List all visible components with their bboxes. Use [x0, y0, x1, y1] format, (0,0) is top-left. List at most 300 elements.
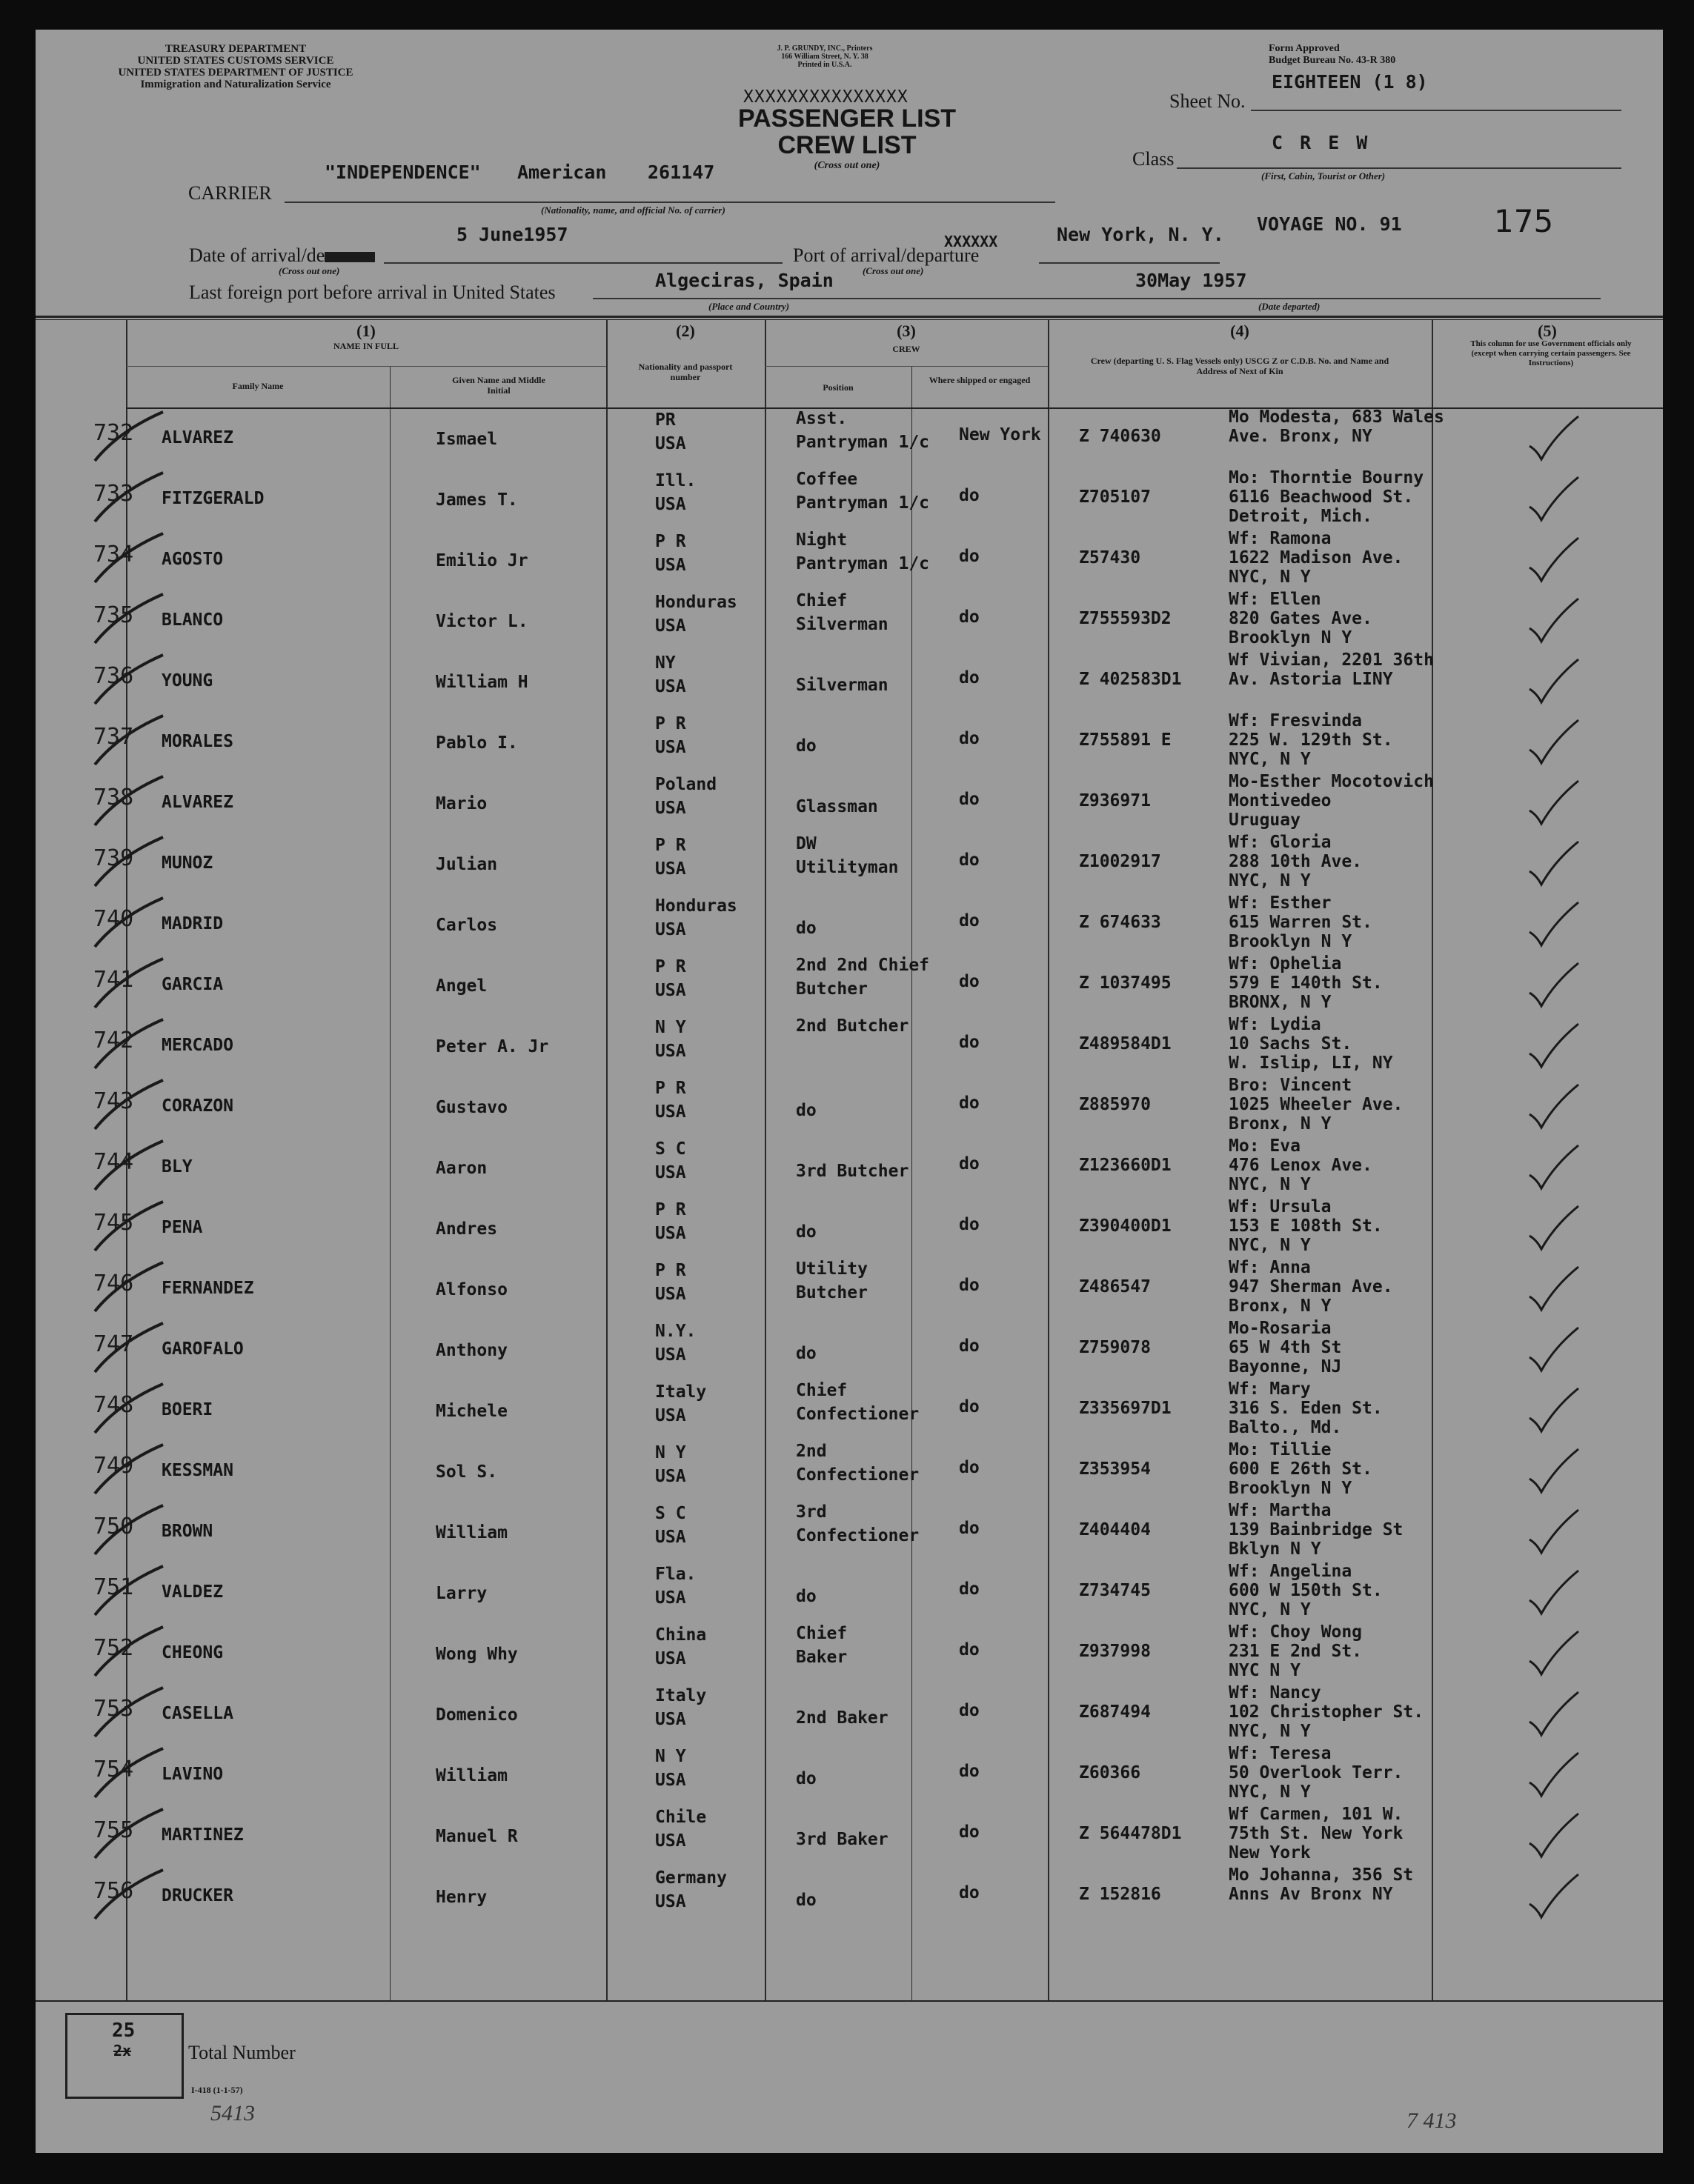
- position-line-1: Asst.: [796, 409, 848, 428]
- row-number: 742: [93, 1028, 134, 1053]
- checkmark-icon: [1525, 717, 1584, 769]
- position-line-2: Silverman: [796, 676, 888, 695]
- uscg-number: Z 674633: [1079, 913, 1161, 932]
- family-name: DRUCKER: [162, 1886, 233, 1905]
- nationality-line-1: P R: [655, 532, 686, 551]
- table-row: [36, 1563, 1663, 1624]
- uscg-number: Z936971: [1079, 791, 1151, 810]
- where-shipped: do: [959, 911, 980, 930]
- next-of-kin-line-1: Mo Modesta, 683 Wales: [1229, 407, 1444, 427]
- checkmark-icon: [1525, 413, 1584, 465]
- table-row: [36, 1077, 1663, 1138]
- place-note: (Place and Country): [708, 301, 790, 312]
- family-name: ALVAREZ: [162, 428, 233, 447]
- position-line-2: Butcher: [796, 979, 868, 999]
- where-shipped: do: [959, 1640, 980, 1659]
- nationality-line-2: USA: [655, 1042, 686, 1061]
- passenger-list-title: PASSENGER LIST: [737, 104, 957, 133]
- family-name: GAROFALO: [162, 1339, 244, 1359]
- row-slash-mark: [89, 773, 170, 833]
- given-name: Victor L.: [436, 612, 528, 631]
- checkmark-icon: [1525, 1811, 1584, 1862]
- table-row: [36, 1806, 1663, 1867]
- nationality-line-1: China: [655, 1625, 707, 1645]
- next-of-kin-line-2: 600 E 26th St.: [1229, 1459, 1372, 1479]
- row-slash-mark: [89, 1199, 170, 1258]
- carrier-number: 261147: [648, 162, 715, 183]
- next-of-kin-line-3: BRONX, N Y: [1229, 993, 1332, 1012]
- row-number: 745: [93, 1210, 134, 1236]
- row-number: 755: [93, 1817, 134, 1843]
- next-of-kin-line-1: Mo Johanna, 356 St: [1229, 1865, 1414, 1885]
- nationality-line-2: USA: [655, 434, 686, 453]
- given-name: Julian: [436, 855, 498, 874]
- row-slash-mark: [89, 1502, 170, 1562]
- position-line-1: Utility: [796, 1259, 868, 1279]
- position-line-1: Chief: [796, 1381, 848, 1400]
- family-name: MUNOZ: [162, 853, 213, 873]
- column-1-title: NAME IN FULL: [333, 341, 399, 351]
- given-name: Anthony: [436, 1341, 508, 1360]
- column-family-name: Family Name: [232, 381, 284, 391]
- agency-line: Immigration and Naturalization Service: [140, 79, 331, 90]
- table-row: [36, 1138, 1663, 1199]
- uscg-number: Z 740630: [1079, 427, 1161, 446]
- row-number: 739: [93, 845, 134, 871]
- next-of-kin-line-2: 50 Overlook Terr.: [1229, 1763, 1404, 1782]
- nationality-line-2: USA: [655, 495, 686, 514]
- nationality-line-1: Poland: [655, 775, 717, 794]
- where-shipped: do: [959, 1822, 980, 1842]
- row-slash-mark: [89, 470, 170, 529]
- position-line-2: Glassman: [796, 797, 878, 816]
- next-of-kin-line-2: Montivedeo: [1229, 791, 1332, 810]
- agency-line: UNITED STATES DEPARTMENT OF JUSTICE: [118, 67, 353, 79]
- family-name: BLANCO: [162, 610, 224, 630]
- crew-list-title: CREW LIST: [777, 131, 917, 159]
- given-name: Domenico: [436, 1705, 518, 1725]
- row-slash-mark: [89, 530, 170, 590]
- nationality-line-2: USA: [655, 920, 686, 939]
- table-row: [36, 1745, 1663, 1806]
- position-line-2: do: [796, 736, 817, 756]
- uscg-number: Z705107: [1079, 487, 1151, 507]
- where-shipped: do: [959, 790, 980, 809]
- where-shipped: do: [959, 1701, 980, 1720]
- printer-line: Printed in U.S.A.: [797, 61, 852, 69]
- position-line-2: Silverman: [796, 615, 888, 634]
- where-shipped: do: [959, 1154, 980, 1173]
- uscg-number: Z755593D2: [1079, 609, 1172, 628]
- next-of-kin-line-2: 6116 Beachwood St.: [1229, 487, 1414, 507]
- given-name: Angel: [436, 976, 488, 996]
- table-row: [36, 834, 1663, 895]
- position-line-2: do: [796, 1344, 817, 1363]
- next-of-kin-line-1: Wf: Teresa: [1229, 1744, 1332, 1763]
- sheet-no-value: EIGHTEEN (1 8): [1272, 71, 1428, 93]
- class-note: (First, Cabin, Tourist or Other): [1261, 170, 1386, 182]
- row-slash-mark: [89, 1624, 170, 1683]
- next-of-kin-line-1: Mo-Rosaria: [1229, 1319, 1332, 1338]
- port-crossed-text: XXXXXX: [944, 233, 998, 250]
- next-of-kin-line-2: Ave. Bronx, NY: [1229, 427, 1372, 446]
- given-name: Peter A. Jr: [436, 1037, 549, 1056]
- row-number: 734: [93, 542, 134, 567]
- next-of-kin-line-1: Wf: Ramona: [1229, 529, 1332, 548]
- next-of-kin-line-1: Wf Vivian, 2201 36th: [1229, 650, 1434, 670]
- next-of-kin-line-2: 102 Christopher St.: [1229, 1702, 1424, 1722]
- carrier-note: (Nationality, name, and official No. of carrier): [541, 204, 725, 216]
- next-of-kin-line-3: NYC, N Y: [1229, 567, 1311, 587]
- nationality-line-1: N Y: [655, 1018, 686, 1037]
- column-given-name: Given Name and Middle Initial: [452, 375, 545, 396]
- nationality-line-2: USA: [655, 738, 686, 757]
- next-of-kin-line-3: NYC, N Y: [1229, 1782, 1311, 1802]
- row-number: 741: [93, 967, 134, 993]
- position-line-1: Chief: [796, 591, 848, 610]
- position-line-2: do: [796, 1222, 817, 1242]
- position-line-2: do: [796, 919, 817, 938]
- checkmark-icon: [1525, 1021, 1584, 1073]
- next-of-kin-line-2: 231 E 2nd St.: [1229, 1642, 1363, 1661]
- nationality-line-2: USA: [655, 1710, 686, 1729]
- position-line-2: Baker: [796, 1648, 848, 1667]
- where-shipped: do: [959, 1883, 980, 1902]
- total-number-label: Total Number: [188, 2042, 296, 2063]
- row-slash-mark: [89, 1442, 170, 1501]
- checkmark-icon: [1525, 656, 1584, 708]
- table-row: [36, 1867, 1663, 1928]
- next-of-kin-line-1: Bro: Vincent: [1229, 1076, 1352, 1095]
- column-4-number: (4): [1230, 322, 1249, 340]
- row-number: 746: [93, 1271, 134, 1296]
- departed-note: (Date departed): [1258, 301, 1321, 312]
- row-slash-mark: [89, 1806, 170, 1865]
- port-value: New York, N. Y.: [1057, 224, 1224, 245]
- nationality-line-2: USA: [655, 1528, 686, 1547]
- family-name: MORALES: [162, 732, 233, 751]
- table-row: [36, 895, 1663, 956]
- position-line-1: Night: [796, 530, 848, 550]
- checkmark-icon: [1525, 1142, 1584, 1194]
- uscg-number: Z404404: [1079, 1520, 1151, 1539]
- printer-line: J. P. GRUNDY, INC., Printers: [777, 44, 873, 53]
- row-number: 735: [93, 602, 134, 628]
- next-of-kin-line-2: 947 Sherman Ave.: [1229, 1277, 1393, 1296]
- next-of-kin-line-3: Bklyn N Y: [1229, 1539, 1321, 1559]
- row-number: 738: [93, 785, 134, 810]
- next-of-kin-line-1: Wf: Ursula: [1229, 1197, 1332, 1216]
- column-2-title: Nationality and passport number: [638, 362, 733, 382]
- given-name: Sol S.: [436, 1462, 498, 1482]
- next-of-kin-line-3: Bronx, N Y: [1229, 1114, 1332, 1133]
- next-of-kin-line-1: Mo: Eva: [1229, 1136, 1301, 1156]
- uscg-number: Z937998: [1079, 1642, 1151, 1661]
- checkmark-icon: [1525, 1568, 1584, 1619]
- row-slash-mark: [89, 1259, 170, 1319]
- next-of-kin-line-1: Wf: Choy Wong: [1229, 1622, 1363, 1642]
- next-of-kin-line-1: Wf: Nancy: [1229, 1683, 1321, 1702]
- row-slash-mark: [89, 1563, 170, 1622]
- nationality-line-2: USA: [655, 1649, 686, 1668]
- arrival-date-value: 5 June1957: [456, 224, 568, 245]
- agency-line: TREASURY DEPARTMENT: [165, 43, 307, 55]
- nationality-line-1: S C: [655, 1139, 686, 1159]
- table-row: [36, 1381, 1663, 1442]
- next-of-kin-line-2: 225 W. 129th St.: [1229, 730, 1393, 750]
- position-line-2: do: [796, 1101, 817, 1120]
- position-line-2: Pantryman 1/c: [796, 554, 930, 573]
- nationality-line-2: USA: [655, 1285, 686, 1304]
- uscg-number: Z 402583D1: [1079, 670, 1182, 689]
- nationality-line-2: USA: [655, 1102, 686, 1122]
- given-name: Michele: [436, 1402, 508, 1421]
- position-line-2: 3rd Baker: [796, 1830, 888, 1849]
- checkmark-icon: [1525, 596, 1584, 647]
- row-number: 754: [93, 1757, 134, 1782]
- next-of-kin-line-1: Wf: Angelina: [1229, 1562, 1352, 1581]
- row-number: 732: [93, 420, 134, 446]
- next-of-kin-line-3: Brooklyn N Y: [1229, 932, 1352, 951]
- nationality-line-2: USA: [655, 1224, 686, 1243]
- agency-header: [65, 43, 406, 90]
- next-of-kin-line-1: Wf: Gloria: [1229, 833, 1332, 852]
- row-number: 737: [93, 724, 134, 750]
- nationality-line-1: N Y: [655, 1747, 686, 1766]
- nationality-line-1: Ill.: [655, 471, 697, 490]
- table-row: [36, 1624, 1663, 1685]
- table-row: [36, 591, 1663, 652]
- family-name: FERNANDEZ: [162, 1279, 254, 1298]
- row-number: 751: [93, 1574, 134, 1600]
- uscg-number: Z486547: [1079, 1277, 1151, 1296]
- row-slash-mark: [89, 1381, 170, 1440]
- next-of-kin-line-1: Mo-Esther Mocotovich: [1229, 772, 1434, 791]
- nationality-line-2: USA: [655, 1588, 686, 1608]
- given-name: Aaron: [436, 1159, 488, 1178]
- position-line-2: 2nd Baker: [796, 1708, 888, 1728]
- family-name: PENA: [162, 1218, 203, 1237]
- row-slash-mark: [89, 409, 170, 468]
- table-row: [36, 1685, 1663, 1745]
- nationality-line-1: P R: [655, 1200, 686, 1219]
- row-slash-mark: [89, 956, 170, 1015]
- next-of-kin-line-2: 288 10th Ave.: [1229, 852, 1363, 871]
- cross-out-note: (Cross out one): [814, 160, 880, 171]
- given-name: Manuel R: [436, 1827, 518, 1846]
- uscg-number: Z687494: [1079, 1702, 1151, 1722]
- row-slash-mark: [89, 1867, 170, 1926]
- column-5-title: This column for use Government officials only (except when carrying certain passengers. See Instructions): [1470, 339, 1632, 367]
- carrier-name: "INDEPENDENCE": [325, 162, 481, 183]
- row-number: 748: [93, 1392, 134, 1418]
- checkmark-icon: [1525, 778, 1584, 830]
- nationality-line-2: USA: [655, 1345, 686, 1365]
- uscg-number: Z 564478D1: [1079, 1824, 1182, 1843]
- nationality-line-1: S C: [655, 1504, 686, 1523]
- checkmark-icon: [1525, 1082, 1584, 1133]
- nationality-line-1: NY: [655, 653, 676, 673]
- next-of-kin-line-1: Wf: Esther: [1229, 893, 1332, 913]
- row-slash-mark: [89, 1138, 170, 1197]
- position-line-2: Utilityman: [796, 858, 899, 877]
- position-line-1: DW: [796, 834, 817, 853]
- position-line-2: do: [796, 1587, 817, 1606]
- uscg-number: Z353954: [1079, 1459, 1151, 1479]
- nationality-line-1: P R: [655, 957, 686, 976]
- column-4-title: Crew (departing U. S. Flag Vessels only) USCG Z or C.D.B. No. and Name and Address of Next of Kin: [1090, 356, 1389, 376]
- nationality-line-1: Chile: [655, 1808, 707, 1827]
- next-of-kin-line-2: 615 Warren St.: [1229, 913, 1372, 932]
- checkmark-icon: [1525, 960, 1584, 1012]
- last-port-label: Last foreign port before arrival in United States: [189, 282, 556, 303]
- row-slash-mark: [89, 834, 170, 893]
- family-name: CASELLA: [162, 1704, 233, 1723]
- where-shipped: do: [959, 547, 980, 566]
- uscg-number: Z 152816: [1079, 1885, 1161, 1904]
- family-name: FITZGERALD: [162, 489, 265, 508]
- date-of-arrival-label: [189, 244, 375, 267]
- position-line-1: 2nd Butcher: [796, 1016, 909, 1036]
- next-of-kin-line-3: Detroit, Mich.: [1229, 507, 1372, 526]
- next-of-kin-line-3: NYC, N Y: [1229, 750, 1311, 769]
- row-number: 736: [93, 663, 134, 689]
- next-of-kin-line-1: Wf: Ellen: [1229, 590, 1321, 609]
- next-of-kin-line-3: W. Islip, LI, NY: [1229, 1053, 1393, 1073]
- form-approved: [1269, 43, 1395, 67]
- checkmark-icon: [1525, 1325, 1584, 1376]
- given-name: Andres: [436, 1219, 498, 1239]
- uscg-number: Z1002917: [1079, 852, 1161, 871]
- last-port-value: Algeciras, Spain: [655, 270, 834, 291]
- family-name: BOERI: [162, 1400, 213, 1419]
- checkmark-icon: [1525, 1264, 1584, 1316]
- family-name: MERCADO: [162, 1036, 233, 1055]
- next-of-kin-line-1: Wf: Mary: [1229, 1379, 1311, 1399]
- family-name: KESSMAN: [162, 1461, 233, 1480]
- checkmark-icon: [1525, 1750, 1584, 1802]
- form-approved-line: Budget Bureau No. 43-R 380: [1269, 55, 1396, 66]
- total-number-value: 25: [112, 2020, 136, 2042]
- where-shipped: do: [959, 1093, 980, 1113]
- nationality-line-2: USA: [655, 1163, 686, 1182]
- total-number-box: [65, 2013, 184, 2099]
- given-name: James T.: [436, 490, 518, 510]
- next-of-kin-line-3: Balto., Md.: [1229, 1418, 1342, 1437]
- column-2-number: (2): [676, 322, 695, 340]
- table-row: [36, 470, 1663, 530]
- position-line-1: Coffee: [796, 470, 858, 489]
- next-of-kin-line-3: NYC, N Y: [1229, 871, 1311, 890]
- form-number: I-418 (1-1-57): [191, 2085, 243, 2095]
- total-number-crossed: 2x: [113, 2042, 132, 2060]
- row-slash-mark: [89, 1685, 170, 1744]
- uscg-number: Z335697D1: [1079, 1399, 1172, 1418]
- table-row: [36, 1320, 1663, 1381]
- next-of-kin-line-1: Wf: Ophelia: [1229, 954, 1342, 973]
- given-name: Emilio Jr: [436, 551, 528, 570]
- printer-imprint: [721, 44, 929, 69]
- carrier-nationality: American: [517, 162, 607, 183]
- nationality-line-1: Fla.: [655, 1565, 697, 1584]
- nationality-line-1: Germany: [655, 1868, 727, 1888]
- carrier-label: CARRIER: [188, 182, 272, 204]
- nationality-line-1: Honduras: [655, 593, 737, 612]
- next-of-kin-line-2: 600 W 150th St.: [1229, 1581, 1383, 1600]
- column-3-number: (3): [897, 322, 916, 340]
- column-where-shipped: Where shipped or engaged: [929, 375, 1031, 385]
- nationality-line-1: PR: [655, 410, 676, 430]
- table-row: [36, 1199, 1663, 1259]
- given-name: Larry: [436, 1584, 488, 1603]
- agency-line: UNITED STATES CUSTOMS SERVICE: [137, 55, 334, 67]
- nationality-line-1: Italy: [655, 1686, 707, 1705]
- nationality-line-2: USA: [655, 859, 686, 879]
- crossed-out-word: [325, 252, 375, 262]
- departed-date-value: 30May 1957: [1135, 270, 1247, 291]
- next-of-kin-line-2: 10 Sachs St.: [1229, 1034, 1352, 1053]
- where-shipped: do: [959, 1336, 980, 1356]
- where-shipped: do: [959, 1579, 980, 1599]
- row-number: 756: [93, 1878, 134, 1904]
- next-of-kin-line-2: 1622 Madison Ave.: [1229, 548, 1404, 567]
- next-of-kin-line-1: Wf: Lydia: [1229, 1015, 1321, 1034]
- voyage-number: VOYAGE NO. 91: [1257, 213, 1402, 235]
- form-approved-line: Form Approved: [1269, 43, 1340, 54]
- nationality-line-1: P R: [655, 714, 686, 733]
- position-line-1: 2nd: [796, 1442, 827, 1461]
- family-name: ALVAREZ: [162, 793, 233, 812]
- next-of-kin-line-1: Wf: Fresvinda: [1229, 711, 1363, 730]
- uscg-number: Z57430: [1079, 548, 1141, 567]
- nationality-line-1: P R: [655, 1261, 686, 1280]
- where-shipped: do: [959, 1458, 980, 1477]
- uscg-number: Z885970: [1079, 1095, 1151, 1114]
- given-name: William: [436, 1523, 508, 1542]
- given-name: Wong Why: [436, 1645, 518, 1664]
- where-shipped: do: [959, 1519, 980, 1538]
- uscg-number: Z60366: [1079, 1763, 1141, 1782]
- row-slash-mark: [89, 1745, 170, 1805]
- column-3-title: CREW: [892, 344, 920, 354]
- nationality-line-2: USA: [655, 556, 686, 575]
- table-row: [36, 1259, 1663, 1320]
- position-line-1: Chief: [796, 1624, 848, 1643]
- crossed-out-title: XXXXXXXXXXXXXXX: [743, 87, 909, 107]
- row-slash-mark: [89, 713, 170, 772]
- row-slash-mark: [89, 1320, 170, 1379]
- nationality-line-1: Honduras: [655, 896, 737, 916]
- row-number: 752: [93, 1635, 134, 1661]
- next-of-kin-line-2: 579 E 140th St.: [1229, 973, 1383, 993]
- nationality-line-2: USA: [655, 677, 686, 696]
- row-slash-mark: [89, 1077, 170, 1136]
- next-of-kin-line-2: 139 Bainbridge St: [1229, 1520, 1404, 1539]
- row-number: 753: [93, 1696, 134, 1722]
- nationality-line-2: USA: [655, 1467, 686, 1486]
- table-row: [36, 1502, 1663, 1563]
- position-line-2: Pantryman 1/c: [796, 493, 930, 513]
- next-of-kin-line-1: Wf: Anna: [1229, 1258, 1311, 1277]
- table-row: [36, 773, 1663, 834]
- row-slash-mark: [89, 652, 170, 711]
- given-name: Pablo I.: [436, 733, 518, 753]
- nationality-line-2: USA: [655, 1892, 686, 1911]
- next-of-kin-line-3: New York: [1229, 1843, 1311, 1862]
- family-name: CHEONG: [162, 1643, 224, 1662]
- where-shipped: do: [959, 668, 980, 688]
- position-line-1: 3rd: [796, 1502, 827, 1522]
